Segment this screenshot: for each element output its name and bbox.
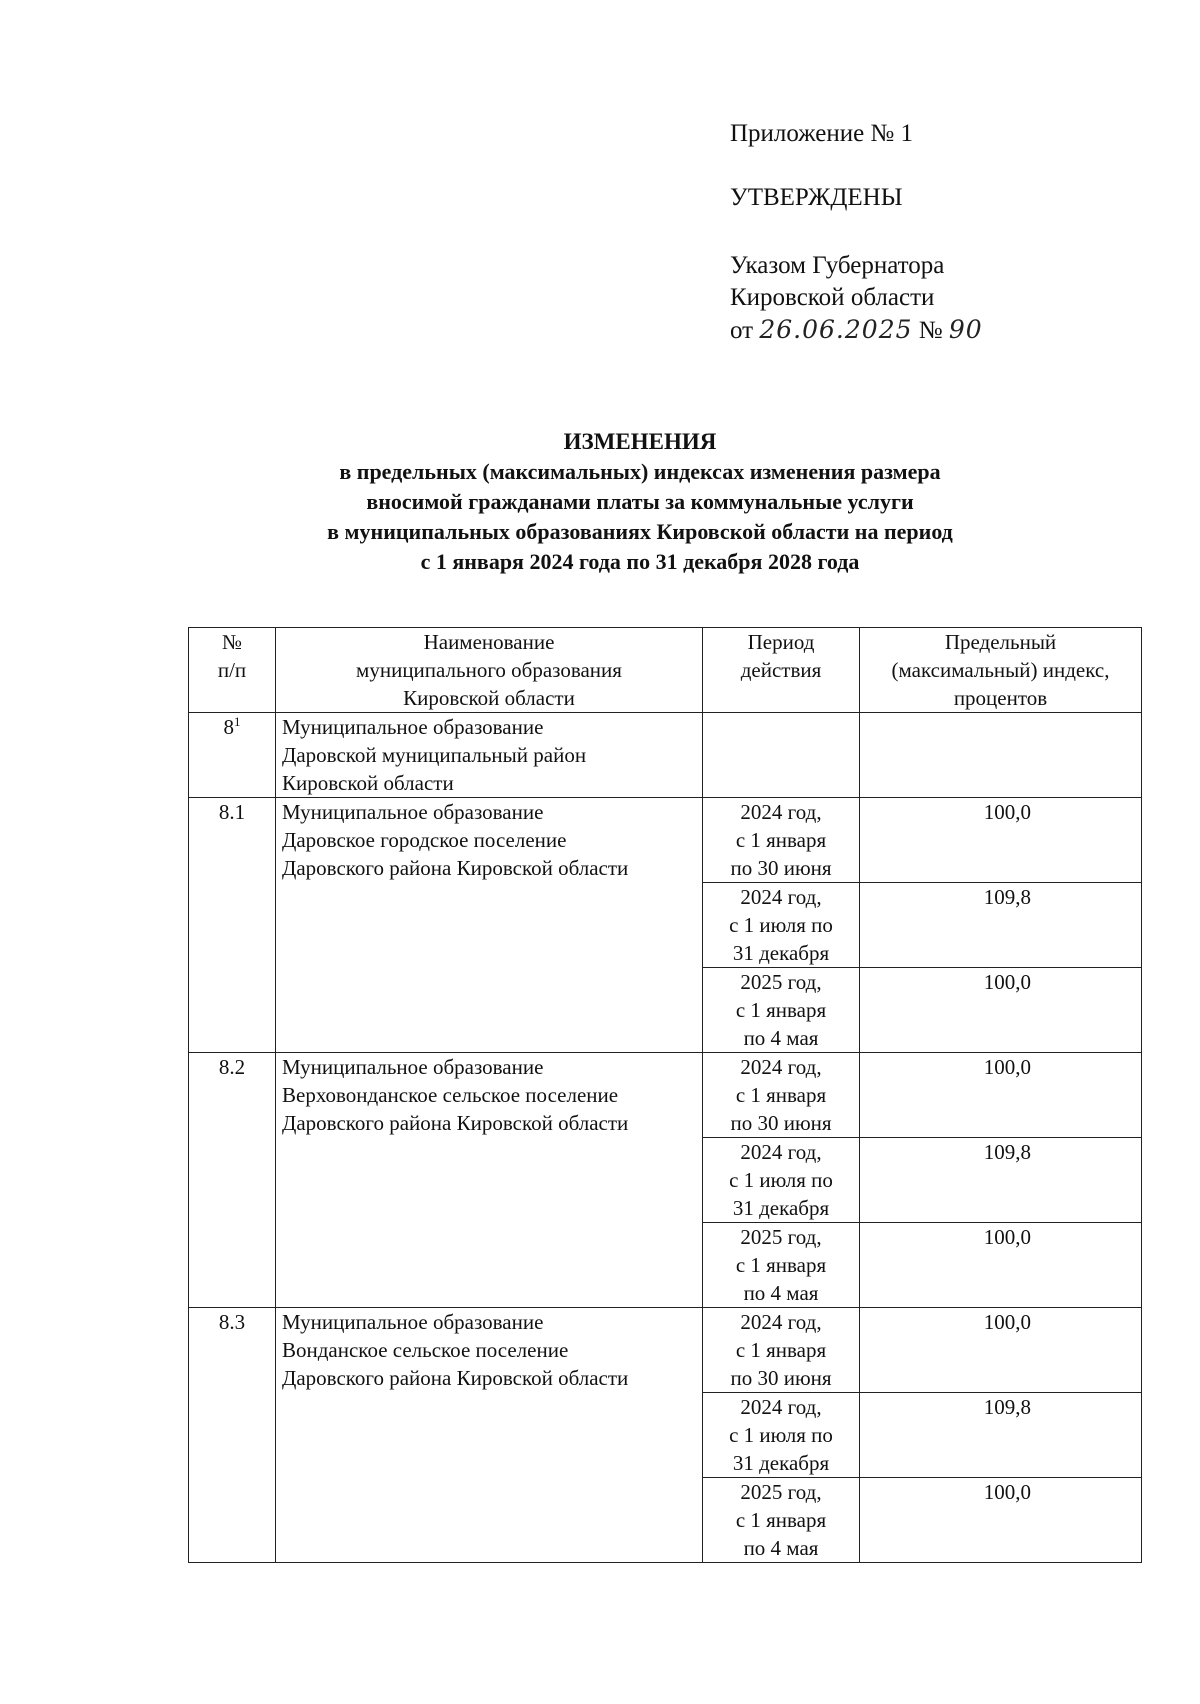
table-row xyxy=(189,798,1142,883)
handwritten-number: 90 xyxy=(948,315,983,344)
index-cell: 100,0 xyxy=(860,1053,1142,1138)
document-title xyxy=(190,427,1090,577)
period-cell: 2024 год, с 1 июля по 31 декабря xyxy=(703,1393,860,1478)
group-index xyxy=(860,713,1142,798)
approval-block xyxy=(730,118,983,347)
group-num: $8^1$ xyxy=(189,713,276,798)
entry-name: Муниципальное образование Даровское городское поселение Даровского района Кировской области xyxy=(276,798,703,1053)
period-cell: 2025 год, с 1 января по 4 мая xyxy=(703,1223,860,1308)
header-period: Период действия xyxy=(703,628,860,713)
decree-line-1: Указом Губернатора xyxy=(730,252,945,279)
number-sign: № xyxy=(918,317,943,344)
period-cell: 2025 год, с 1 января по 4 мая xyxy=(703,968,860,1053)
decree-date-line xyxy=(730,314,983,347)
period-cell: 2024 год, с 1 июля по 31 декабря xyxy=(703,1138,860,1223)
decree-line-2: Кировской области xyxy=(730,284,935,311)
handwritten-date: 26.06.2025 xyxy=(759,315,913,344)
appendix-label: Приложение № 1 xyxy=(730,120,914,147)
entry-num: 8.3 xyxy=(189,1308,276,1563)
period-cell: 2024 год, с 1 января по 30 июня xyxy=(703,798,860,883)
index-cell: 109,8 xyxy=(860,883,1142,968)
index-cell: 109,8 xyxy=(860,1393,1142,1478)
index-cell: 100,0 xyxy=(860,798,1142,883)
table-row xyxy=(189,1308,1142,1393)
indices-table xyxy=(188,627,1142,1563)
header-index: Предельный (максимальный) индекс, процентов xyxy=(860,628,1142,713)
entry-num: 8.1 xyxy=(189,798,276,1053)
header-num: № п/п xyxy=(189,628,276,713)
title-heading: ИЗМЕНЕНИЯ xyxy=(563,429,717,454)
approved-label: УТВЕРЖДЕНЫ xyxy=(730,184,903,211)
title-line-4: с 1 января 2024 года по 31 декабря 2028 года xyxy=(420,549,860,574)
index-cell: 100,0 xyxy=(860,968,1142,1053)
index-cell: 100,0 xyxy=(860,1308,1142,1393)
header-name: Наименование муниципального образования Кировской области xyxy=(276,628,703,713)
period-cell: 2025 год, с 1 января по 4 мая xyxy=(703,1478,860,1563)
title-line-2: вносимой гражданами платы за коммунальные услуги xyxy=(366,489,914,514)
period-cell: 2024 год, с 1 января по 30 июня xyxy=(703,1308,860,1393)
title-line-3: в муниципальных образованиях Кировской области на период xyxy=(327,519,953,544)
group-period xyxy=(703,713,860,798)
group-row xyxy=(189,713,1142,798)
period-cell: 2024 год, с 1 июля по 31 декабря xyxy=(703,883,860,968)
entry-num: 8.2 xyxy=(189,1053,276,1308)
index-cell: 109,8 xyxy=(860,1138,1142,1223)
table-header-row xyxy=(189,628,1142,713)
index-cell: 100,0 xyxy=(860,1478,1142,1563)
group-name: Муниципальное образование Даровской муниципальный район Кировской области xyxy=(276,713,703,798)
period-cell: 2024 год, с 1 января по 30 июня xyxy=(703,1053,860,1138)
table-row xyxy=(189,1053,1142,1138)
title-line-1: в предельных (максимальных) индексах изменения размера xyxy=(339,459,941,484)
index-cell: 100,0 xyxy=(860,1223,1142,1308)
entry-name: Муниципальное образование Вонданское сельское поселение Даровского района Кировской области xyxy=(276,1308,703,1563)
date-prefix: от xyxy=(730,317,754,344)
entry-name: Муниципальное образование Верховонданское сельское поселение Даровского района Кировской области xyxy=(276,1053,703,1308)
